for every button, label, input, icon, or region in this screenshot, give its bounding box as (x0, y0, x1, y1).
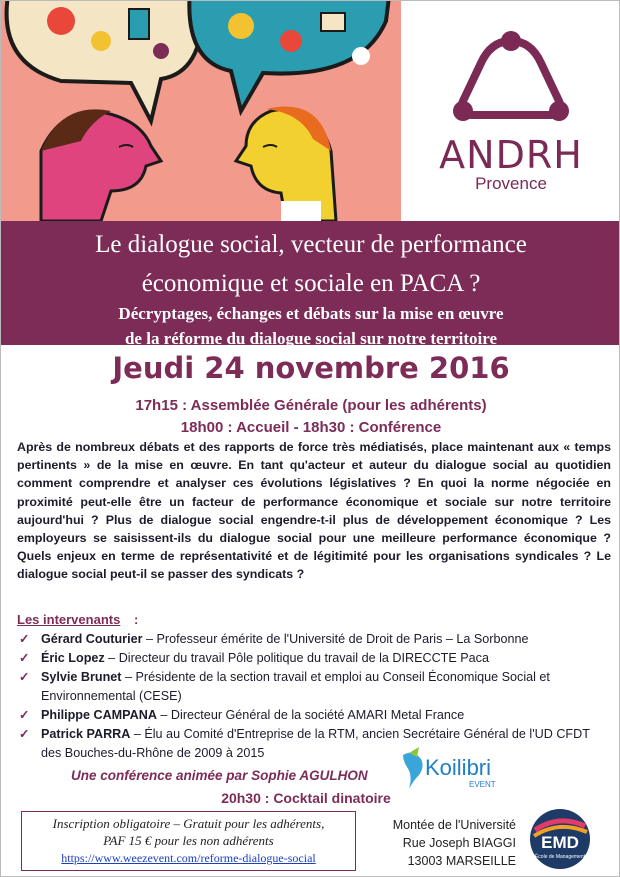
logo-name: ANDRH (439, 133, 583, 177)
address-line-1: Montée de l'Université (392, 818, 516, 832)
speaker-name: Gérard Couturier (41, 632, 143, 646)
check-icon: ✓ (19, 727, 30, 741)
dialogue-illustration (1, 1, 401, 221)
cocktail-time: 20h30 : Cocktail dinatoire (221, 790, 391, 806)
emd-name: EMD (541, 833, 579, 852)
speakers-heading: Les intervenants (17, 612, 121, 627)
speaker-role: – Directeur du travail Pôle politique du travail de la DIRECCTE Paca (104, 651, 489, 665)
list-item (19, 706, 613, 725)
emd-sub: École de Management (534, 854, 586, 860)
registration-box (21, 811, 356, 871)
title-line-1: Le dialogue social, vecteur de performance (95, 231, 527, 258)
intro-paragraph: Après de nombreux débats et des rapports de force très médiatisés, place maintenant aux « temps pertinents » de la mise en œuvre. En tant qu'acteur et auteur du dialogue social au quotidien comment comprendre et analyser ces évolutions législatives ? En quoi la norme négociée en proximité peut-elle être un facteur de performance économique et sociale sur notre territoire aujourd'hui ? Plus de dialogue social engendre-t-il plus de développement économique ? Les employeurs se saisissent-ils du dialogue social pour une meilleure performance économique ? Quels enjeux en terme de représentativité et de légitimité pour les organisations syndicales ? Le dialogue social peut-il se passer des syndicats ? (17, 440, 611, 582)
speaker-name: Sylvie Brunet (41, 670, 122, 684)
event-date: Jeudi 24 novembre 2016 (112, 351, 510, 385)
koilibri-sub: EVENT (469, 780, 496, 789)
hummingbird-icon (399, 745, 511, 793)
andrh-emblem-icon (401, 1, 620, 131)
logo-subtitle: Provence (475, 174, 547, 193)
moderator-name: Sophie AGULHON (251, 768, 368, 783)
speakers-list (19, 630, 613, 763)
check-icon: ✓ (19, 670, 30, 684)
speaker-name: Éric Lopez (41, 651, 105, 665)
moderator-line (71, 768, 368, 783)
list-item (19, 725, 613, 763)
title-band (1, 221, 620, 348)
koilibri-logo (399, 745, 511, 793)
koilibri-name: Koilibri (425, 755, 492, 780)
schedule-conference: 18h00 : Accueil - 18h30 : Conférence (180, 419, 442, 436)
speaker-role: – Professeur émérite de l'Université de Droit de Paris – La Sorbonne (142, 632, 529, 646)
speaker-role: – Présidente de la section travail et emploi au Conseil Économique Social et Environnemental (CESE) (41, 670, 550, 703)
moderator-prefix: Une conférence animée par (71, 768, 252, 783)
subtitle-line-1: Décryptages, échanges et débats sur la mise en œuvre (118, 304, 504, 323)
registration-line-2: PAF 15 € pour les non adhérents (103, 833, 274, 848)
registration-line-1: Inscription obligatoire – Gratuit pour les adhérents, (52, 816, 325, 831)
subtitle-line-2: de la réforme du dialogue social sur notre territoire (124, 329, 498, 348)
address-line-3: 13003 MARSEILLE (407, 854, 516, 868)
emd-circle-icon (529, 808, 591, 870)
list-item (19, 649, 613, 668)
schedule-assembly: 17h15 : Assemblée Générale (pour les adhérents) (135, 397, 487, 414)
check-icon: ✓ (19, 651, 30, 665)
speaker-role: – Élu au Comité d'Entreprise de la RTM, ancien Secrétaire Général de l'UD CFDT des Bouches-du-Rhône de 2009 à 2015 (41, 727, 590, 760)
venue-address (361, 816, 516, 870)
speech-bubbles-illustration (1, 1, 401, 221)
speaker-name: Patrick PARRA (41, 727, 131, 741)
title-line-2: économique et sociale en PACA ? (141, 270, 481, 297)
address-line-2: Rue Joseph BIAGGI (402, 836, 516, 850)
check-icon: ✓ (19, 632, 30, 646)
speakers-heading-colon: : (134, 612, 139, 627)
list-item (19, 668, 613, 706)
speaker-name: Philippe CAMPANA (41, 708, 157, 722)
andrh-logo (401, 1, 620, 221)
registration-link[interactable]: https://www.weezevent.com/reforme-dialogue-social (61, 851, 316, 865)
list-item (19, 630, 613, 649)
check-icon: ✓ (19, 708, 30, 722)
emd-logo (529, 808, 591, 870)
speaker-role: – Directeur Général de la société AMARI Metal France (156, 708, 465, 722)
